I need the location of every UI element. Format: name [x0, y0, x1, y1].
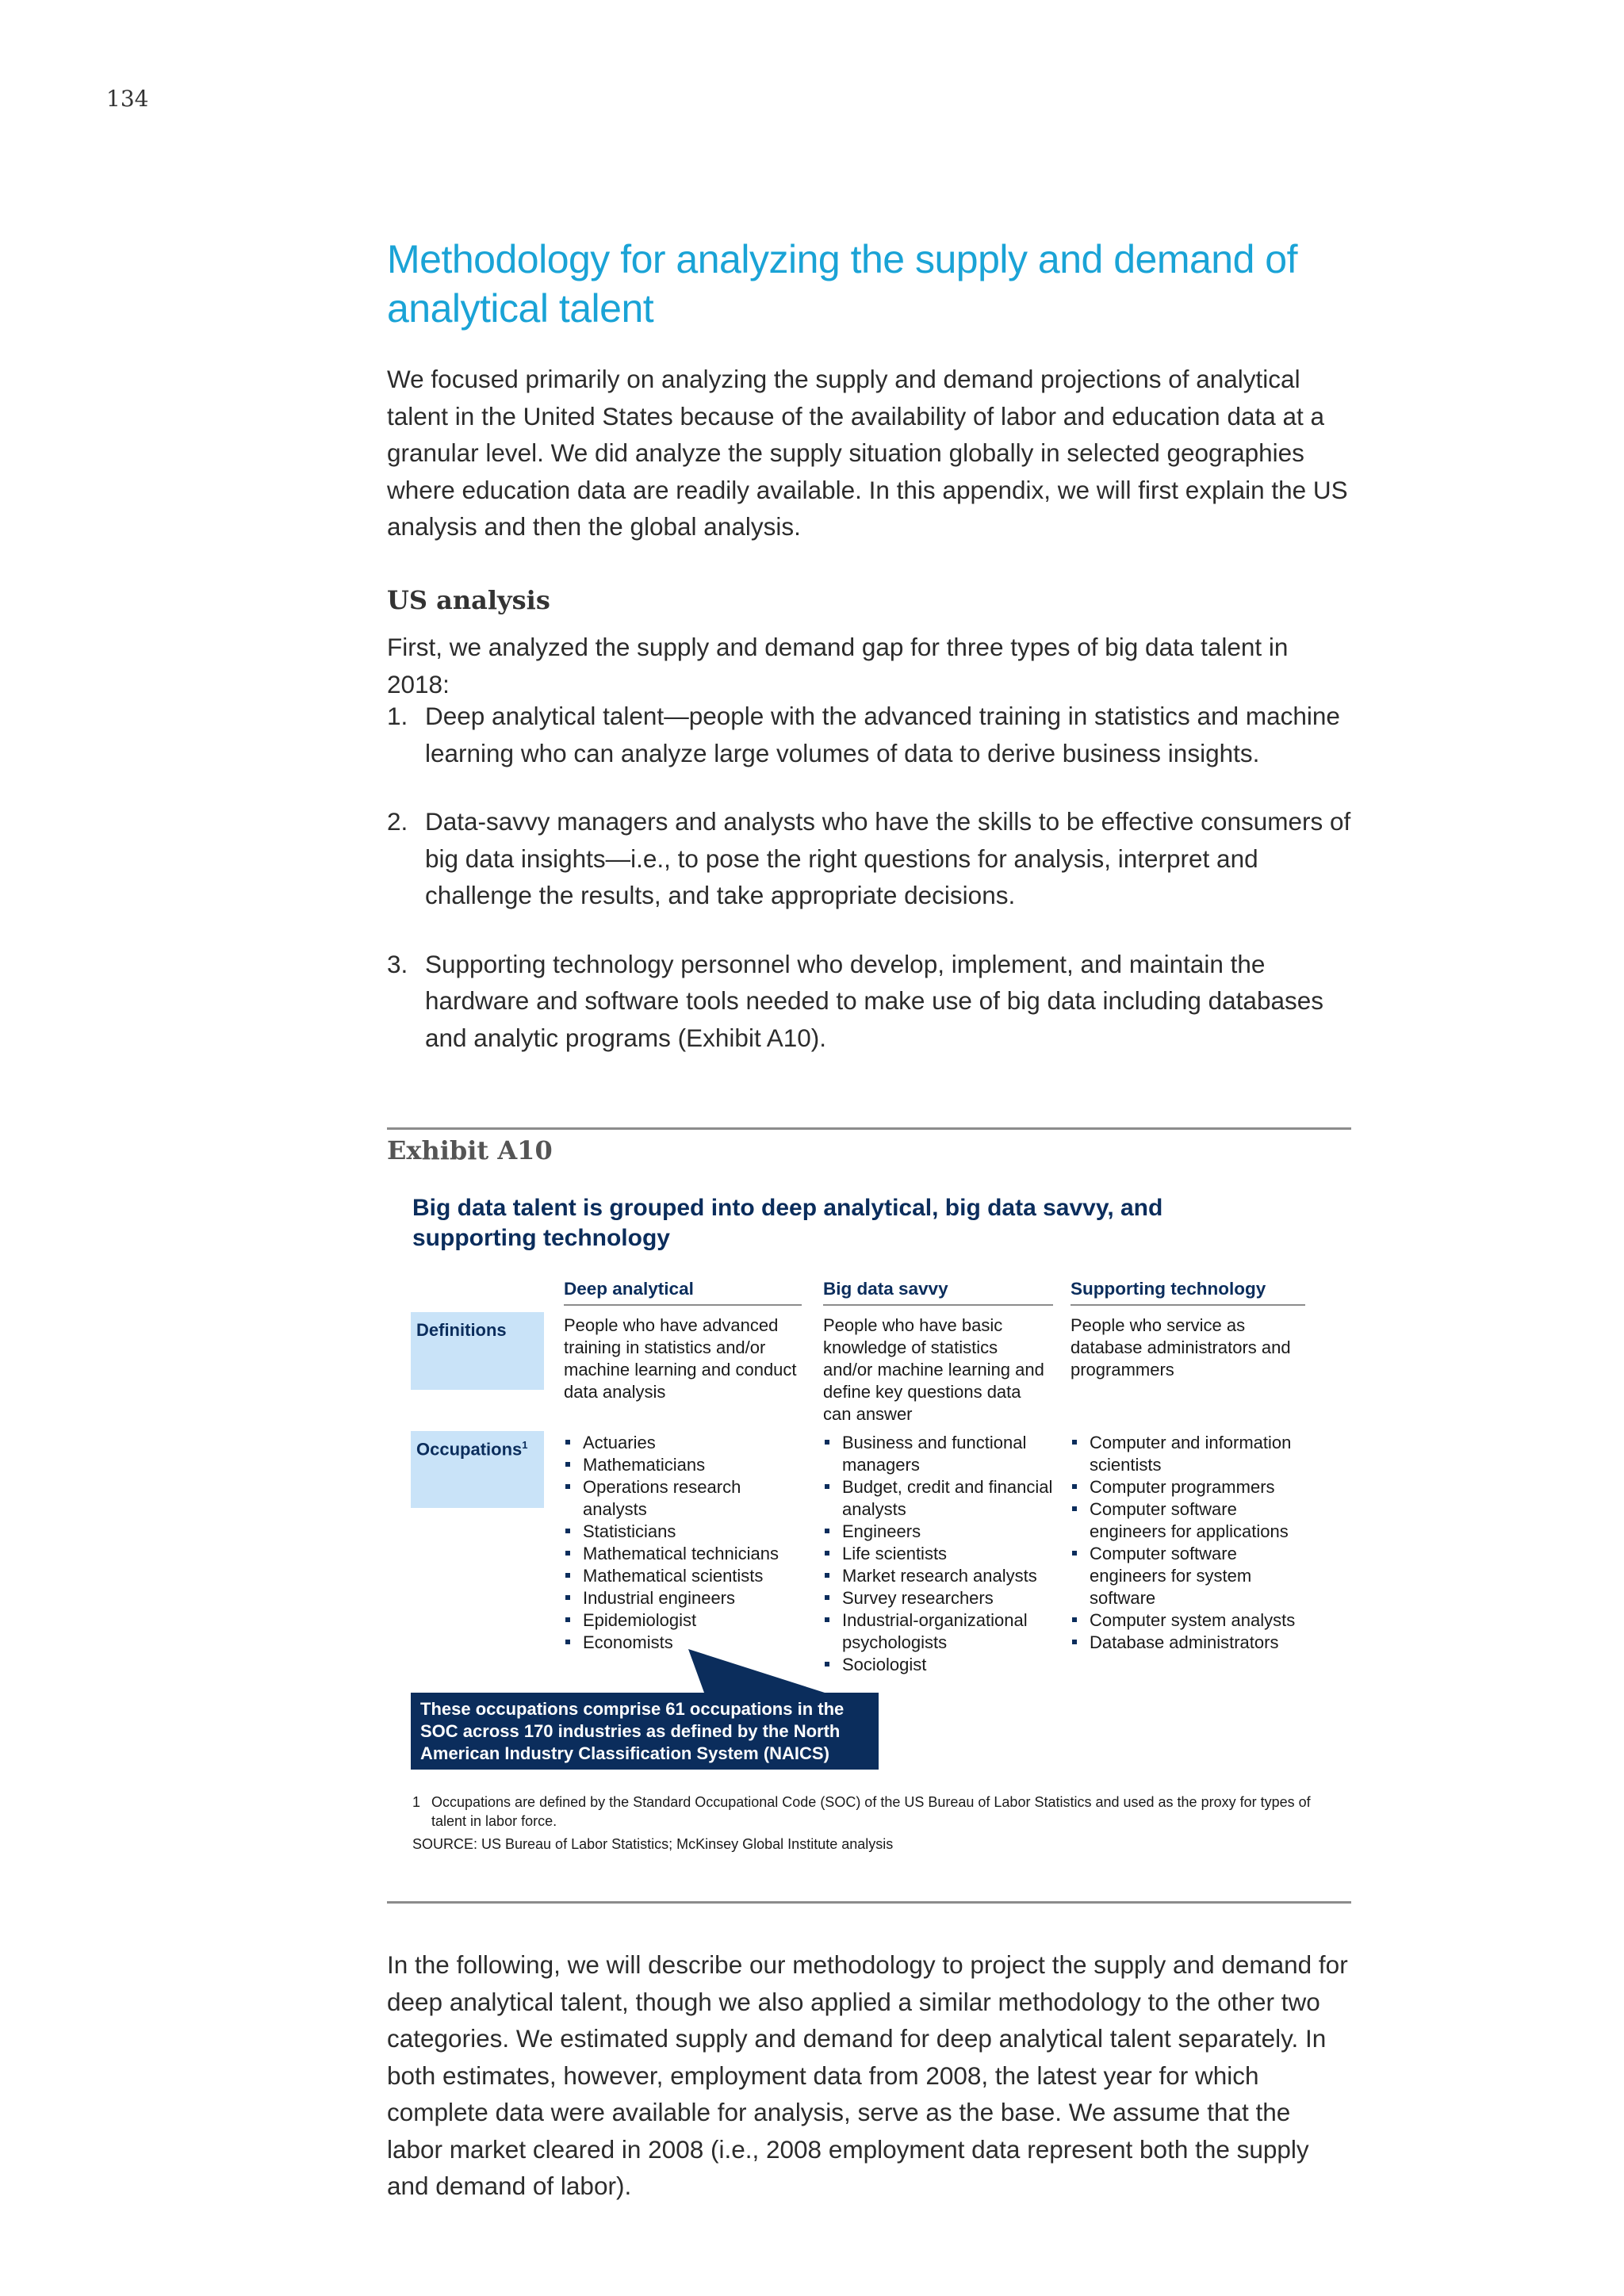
footnote-number: 1 [412, 1794, 421, 1810]
list-item: Epidemiologist [564, 1609, 806, 1632]
list-item: Computer software engineers for applications [1071, 1498, 1308, 1543]
column-header-big-data-savvy: Big data savvy [823, 1279, 1053, 1306]
occupations-supporting-technology [1071, 1432, 1308, 1654]
column-header-deep-analytical: Deep analytical [564, 1279, 802, 1306]
exhibit-top-rule [387, 1127, 1351, 1130]
list-item-number: 2. [387, 807, 408, 836]
list-item: Industrial-organizational psychologists [823, 1609, 1053, 1654]
row-label-occupations-text: Occupations [416, 1439, 523, 1460]
row-label-definitions [411, 1312, 544, 1390]
list-item-number: 3. [387, 949, 408, 978]
definition-big-data-savvy: People who have basic knowledge of statistics and/or machine learning and define key questions data can answer [823, 1315, 1044, 1424]
list-item: Budget, credit and financial analysts [823, 1476, 1053, 1521]
list-item: Mathematicians [564, 1454, 806, 1476]
closing-paragraph: In the following, we will describe our methodology to project the supply and demand for deep analytical talent, though we also applied a similar methodology to the other two categories. We estimated supply and demand for deep analytical talent separately. In both estimates, however, employment data from 2008, the latest year for which complete data were available for analysis, serve as the base. We assume that the labor market cleared in 2008 (i.e., 2008 employment data represent both the supply and demand of labor). [387, 1950, 1348, 2200]
list-item [387, 803, 1351, 914]
list-item: Market research analysts [823, 1565, 1053, 1587]
intro-paragraph: We focused primarily on analyzing the supply and demand projections of analytical talent in the United States because of the availability of labor and education data at a granular level. We did analyze the supply situation globally in selected geographies where education data are readily available. In this appendix, we will first explain the US analysis and then the global analysis. [387, 365, 1348, 541]
list-item-text: Data-savvy managers and analysts who have the skills to be effective consumers of big data insights—i.e., to pose the right questions for analysis, interpret and challenge the results, and take appropriate decisions. [425, 807, 1351, 909]
list-item [387, 698, 1351, 771]
page-number: 134 [106, 86, 149, 112]
list-item: Business and functional managers [823, 1432, 1053, 1476]
occupations-big-data-savvy [823, 1432, 1053, 1676]
exhibit-bottom-rule [387, 1901, 1351, 1904]
list-item: Survey researchers [823, 1587, 1053, 1609]
list-item-number: 1. [387, 702, 408, 730]
list-item-text: Supporting technology personnel who develop, implement, and maintain the hardware and software tools needed to make use of big data including databases and analytic programs (Exhibit A10). [425, 949, 1324, 1052]
list-item: Actuaries [564, 1432, 806, 1454]
list-item: Life scientists [823, 1543, 1053, 1565]
section-heading-us-analysis: US analysis [387, 585, 550, 615]
row-label-occupations [411, 1431, 544, 1508]
list-item: Operations research analysts [564, 1476, 806, 1521]
list-item: Computer system analysts [1071, 1609, 1308, 1632]
list-item: Mathematical scientists [564, 1565, 806, 1587]
callout-text: These occupations comprise 61 occupations in the SOC across 170 industries as defined by the North American Industry Classification System (NAICS) [420, 1699, 845, 1763]
row-label-definitions-text: Definitions [416, 1320, 507, 1340]
list-item: Economists [564, 1632, 806, 1654]
exhibit-label: Exhibit A10 [387, 1135, 553, 1165]
page-title: Methodology for analyzing the supply and demand of analytical talent [387, 237, 1297, 331]
list-item: Statisticians [564, 1521, 806, 1543]
footnote-marker: 1 [522, 1439, 528, 1451]
list-item: Database administrators [1071, 1632, 1308, 1654]
list-item: Computer programmers [1071, 1476, 1308, 1498]
exhibit-title: Big data talent is grouped into deep analytical, big data savvy, and supporting technology [412, 1195, 1163, 1251]
occupations-deep-analytical [564, 1432, 806, 1654]
list-item: Engineers [823, 1521, 1053, 1543]
list-item: Industrial engineers [564, 1587, 806, 1609]
list-item: Mathematical technicians [564, 1543, 806, 1565]
definition-deep-analytical: People who have advanced training in statistics and/or machine learning and conduct data analysis [564, 1315, 797, 1402]
list-item-text: Deep analytical talent—people with the advanced training in statistics and machine learning who can analyze large volumes of data to derive business insights. [425, 702, 1340, 767]
us-analysis-lead: First, we analyzed the supply and demand gap for three types of big data talent in 2018: [387, 633, 1289, 698]
column-header-supporting-technology: Supporting technology [1071, 1279, 1305, 1306]
list-item: Sociologist [823, 1654, 1053, 1676]
talent-types-list [387, 698, 1351, 1088]
exhibit-source: SOURCE: US Bureau of Labor Statistics; McKinsey Global Institute analysis [412, 1836, 894, 1852]
footnote-text: Occupations are defined by the Standard Occupational Code (SOC) of the US Bureau of Labor Statistics and used as the proxy for types of talent in labor force. [431, 1794, 1311, 1829]
list-item [387, 946, 1351, 1057]
list-item: Computer and information scientists [1071, 1432, 1308, 1476]
list-item: Computer software engineers for system software [1071, 1543, 1308, 1609]
definition-supporting-technology: People who service as database administrators and programmers [1071, 1315, 1291, 1380]
exhibit-footnote [412, 1793, 1324, 1831]
